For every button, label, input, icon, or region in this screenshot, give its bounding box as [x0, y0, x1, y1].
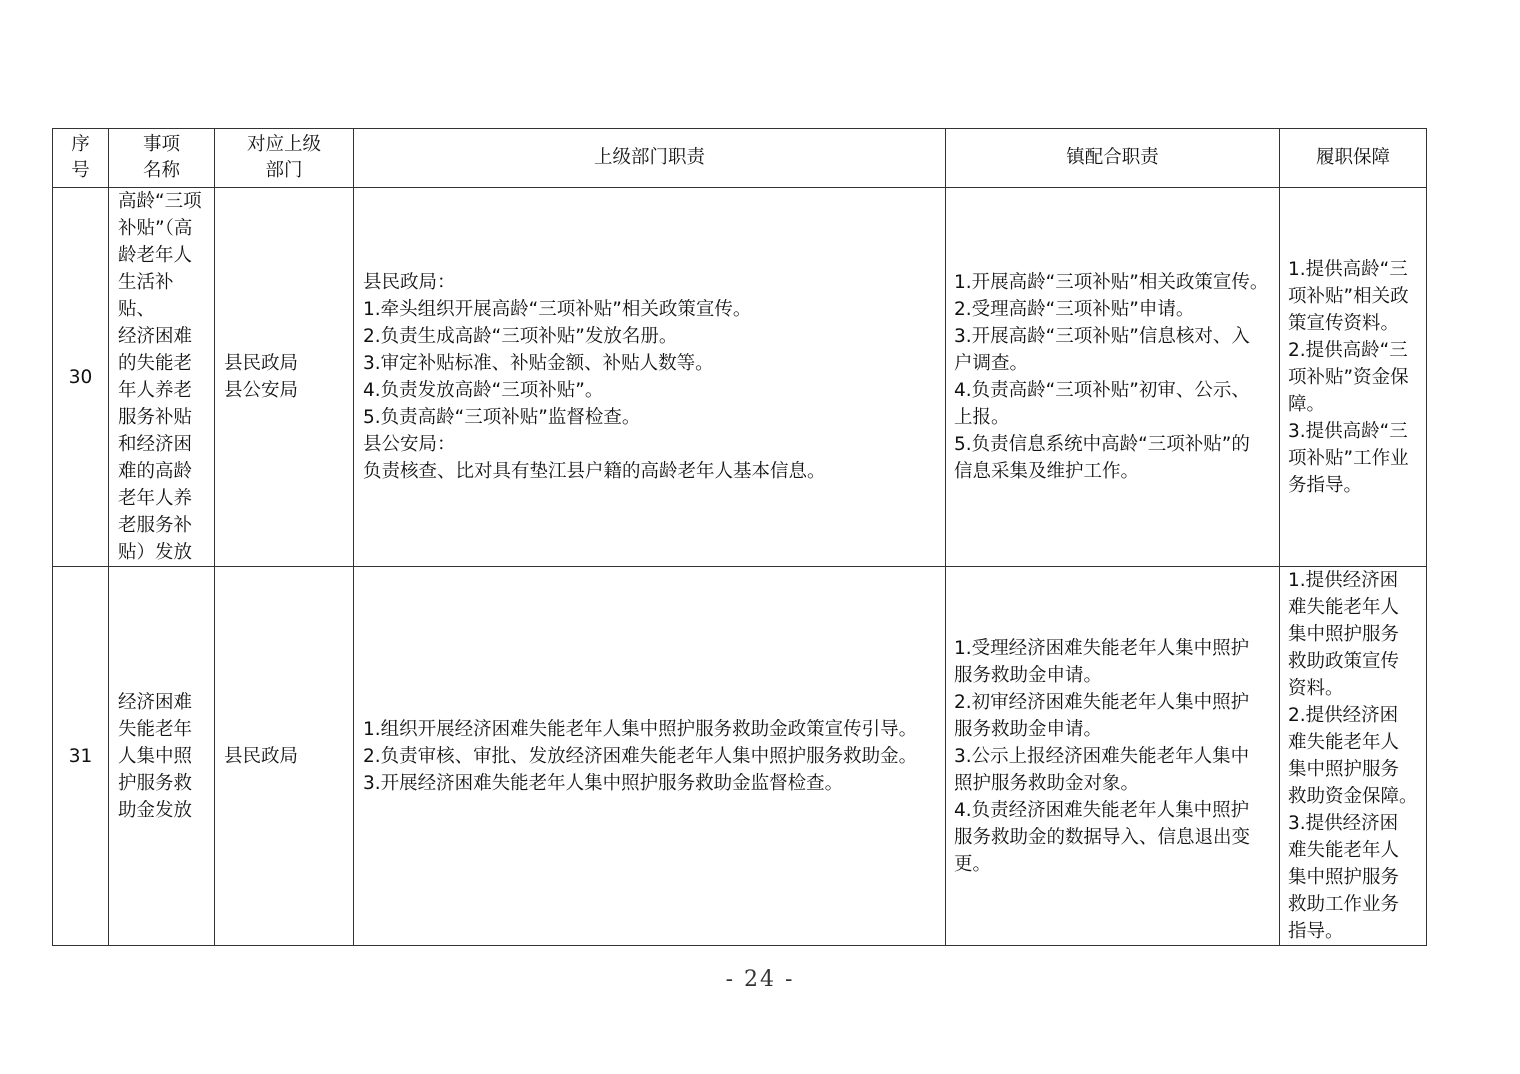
superior-duty-cell: 县民政局： 1.牵头组织开展高龄“三项补贴”相关政策宣传。 2.负责生成高龄“三项补贴”发放名册。 3.审定补贴标准、补贴金额、补贴人数等。 4.负责发放高龄“三项补贴”。 5.负责高龄“三项补贴”监督检查。 县公安局： 负责核查、比对具有垫江县户籍的高龄老年人基本信息。	[354, 188, 946, 567]
guarantee-cell: 1.提供高龄“三 项补贴”相关政 策宣传资料。 2.提供高龄“三 项补贴”资金保 障。 3.提供高龄“三 项补贴”工作业 务指导。	[1280, 188, 1427, 567]
superior-duty-cell: 1.组织开展经济困难失能老年人集中照护服务救助金政策宣传引导。 2.负责审核、审批、发放经济困难失能老年人集中照护服务救助金。 3.开展经济困难失能老年人集中照护服务救助金监督检查。	[354, 567, 946, 946]
department-cell: 县民政局	[215, 567, 354, 946]
header-no: 序 号	[53, 129, 109, 188]
header-town-duty: 镇配合职责	[946, 129, 1280, 188]
item-name-cell: 经济困难 失能老年 人集中照 护服务救 助金发放	[109, 567, 215, 946]
row-number: 31	[53, 567, 109, 946]
table-header-row	[53, 129, 1427, 188]
department-cell: 县民政局 县公安局	[215, 188, 354, 567]
table-row	[53, 188, 1427, 567]
header-item: 事项 名称	[109, 129, 215, 188]
town-duty-cell: 1.受理经济困难失能老年人集中照护 服务救助金申请。 2.初审经济困难失能老年人集中照护 服务救助金申请。 3.公示上报经济困难失能老年人集中 照护服务救助金对象。 4.负责经济困难失能老年人集中照护 服务救助金的数据导入、信息退出变 更。	[946, 567, 1280, 946]
guarantee-cell: 1.提供经济困 难失能老年人 集中照护服务 救助政策宣传 资料。 2.提供经济困 难失能老年人 集中照护服务 救助资金保障。 3.提供经济困 难失能老年人 集中照护服务 救助工作业务 指导。	[1280, 567, 1427, 946]
header-dept: 对应上级 部门	[215, 129, 354, 188]
header-guarantee: 履职保障	[1280, 129, 1427, 188]
row-number: 30	[53, 188, 109, 567]
page-number: - 24 -	[725, 967, 795, 992]
table-row	[53, 567, 1427, 946]
town-duty-cell: 1.开展高龄“三项补贴”相关政策宣传。 2.受理高龄“三项补贴”申请。 3.开展高龄“三项补贴”信息核对、入 户调查。 4.负责高龄“三项补贴”初审、公示、 上报。 5.负责信息系统中高龄“三项补贴”的 信息采集及维护工作。	[946, 188, 1280, 567]
item-name-cell: 高龄“三项 补贴”（高 龄老年人 生活补贴、 经济困难 的失能老 年人养老 服务补贴 和经济困 难的高龄 老年人养 老服务补 贴）发放	[109, 188, 215, 567]
duty-table	[52, 128, 1427, 946]
header-superior-duty: 上级部门职责	[354, 129, 946, 188]
